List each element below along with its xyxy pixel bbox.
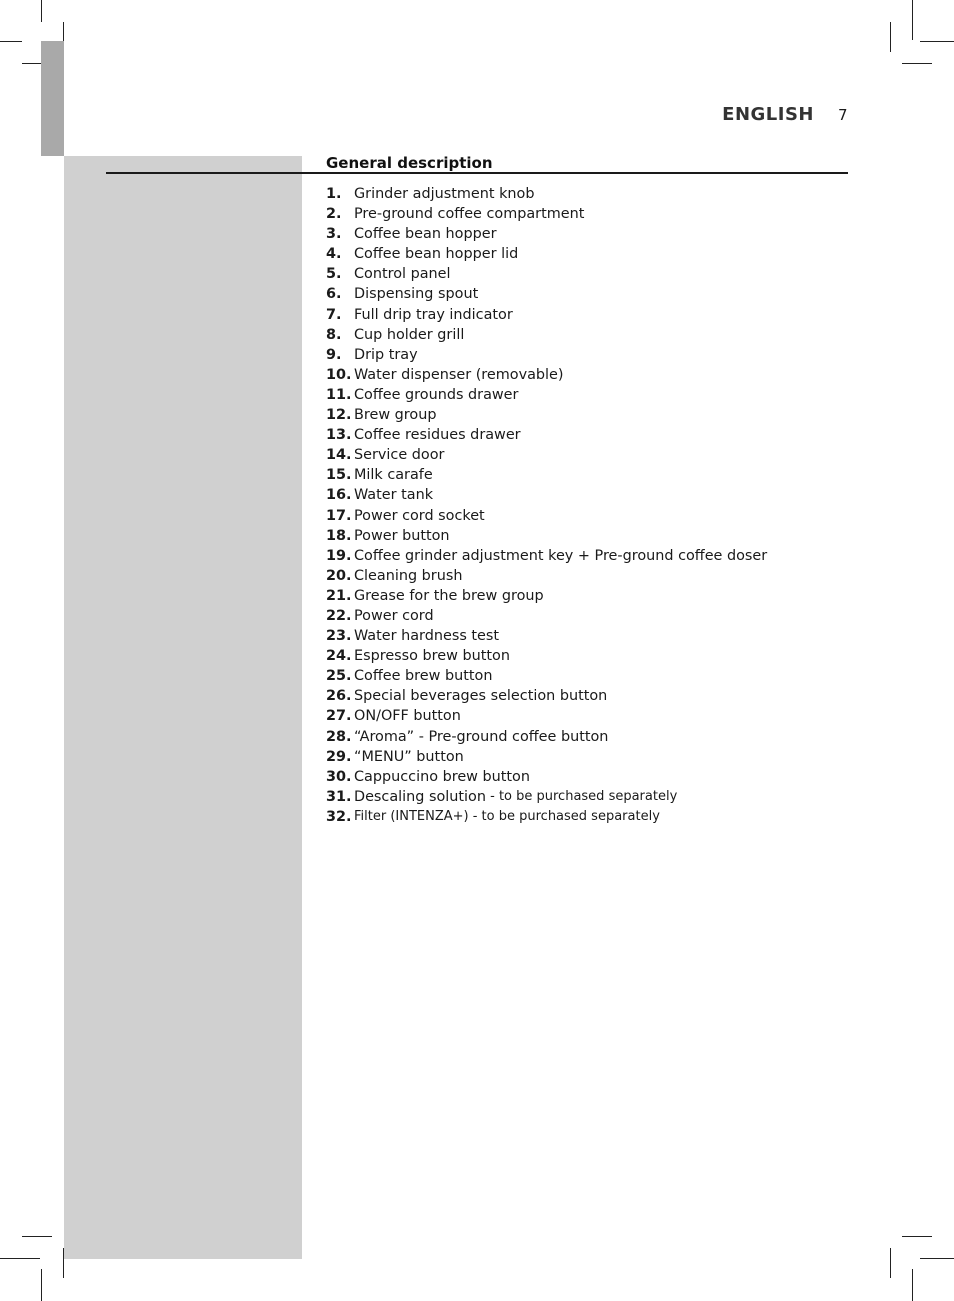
- crop-mark: [0, 41, 22, 42]
- item-number: 6.: [326, 286, 342, 303]
- item-label: Water hardness test: [354, 628, 500, 645]
- crop-mark: [902, 1236, 932, 1237]
- crop-mark: [41, 0, 42, 22]
- item-number: 26.: [326, 688, 352, 705]
- list-item: [326, 546, 767, 566]
- item-label: Milk carafe: [354, 467, 433, 484]
- list-item: [326, 787, 767, 807]
- list-item: [326, 606, 767, 626]
- item-label: Water tank: [354, 487, 434, 504]
- item-number: 23.: [326, 628, 352, 645]
- section-rule: [106, 172, 848, 174]
- item-label: Coffee residues drawer: [354, 427, 521, 444]
- item-label: Descaling solution: [354, 788, 486, 805]
- list-item: [326, 747, 767, 767]
- item-number: 21.: [326, 587, 352, 604]
- list-item: [326, 224, 767, 244]
- item-label: Service door: [354, 447, 445, 464]
- item-number: 22.: [326, 607, 352, 624]
- item-number: 18.: [326, 527, 352, 544]
- item-note: - to be purchased separately: [485, 788, 678, 804]
- item-label: Full drip tray indicator: [354, 306, 513, 323]
- item-label: Cappuccino brew button: [354, 768, 530, 785]
- item-label: Coffee bean hopper lid: [354, 246, 519, 263]
- item-number: 2.: [326, 206, 342, 223]
- crop-mark: [41, 1269, 42, 1301]
- item-label: Drip tray: [354, 346, 418, 363]
- item-number: 11.: [326, 386, 352, 403]
- list-item: [326, 506, 767, 526]
- crop-mark: [920, 1258, 954, 1259]
- list-item: [326, 244, 767, 264]
- parts-list: [326, 184, 767, 827]
- item-number: 1.: [326, 186, 342, 202]
- item-label: Control panel: [354, 266, 451, 283]
- list-item: [326, 325, 767, 345]
- list-item: [326, 385, 767, 405]
- item-number: 20.: [326, 567, 352, 584]
- crop-mark: [22, 1236, 52, 1237]
- item-number: 29.: [326, 748, 352, 765]
- item-number: 14.: [326, 447, 352, 464]
- item-label: Pre-ground coffee compartment: [354, 206, 585, 223]
- item-label: Grinder adjustment knob: [354, 186, 535, 202]
- list-item: [326, 445, 767, 465]
- item-number: 5.: [326, 266, 342, 283]
- item-number: 28.: [326, 728, 352, 745]
- item-label: Cleaning brush: [354, 567, 463, 584]
- list-item: [326, 305, 767, 325]
- gray-column: [64, 156, 302, 1259]
- item-label: Coffee grounds drawer: [354, 386, 519, 403]
- item-label: Coffee grinder adjustment key + Pre-ground coffee doser: [354, 547, 768, 564]
- item-label: Water dispenser (removable): [354, 366, 564, 383]
- list-item: [326, 405, 767, 425]
- list-item: [326, 204, 767, 224]
- item-label: Power button: [354, 527, 450, 544]
- item-number: 3.: [326, 226, 342, 243]
- crop-mark: [890, 22, 891, 52]
- list-item: [326, 626, 767, 646]
- list-item: [326, 526, 767, 546]
- item-label: Brew group: [354, 407, 437, 424]
- list-item: [326, 345, 767, 365]
- list-item: [326, 666, 767, 686]
- item-number: 7.: [326, 306, 342, 323]
- page-number: 7: [838, 106, 848, 124]
- item-label: Grease for the brew group: [354, 587, 544, 604]
- item-label: Dispensing spout: [354, 286, 479, 303]
- list-item: [326, 646, 767, 666]
- list-item: [326, 465, 767, 485]
- item-label: Cup holder grill: [354, 326, 465, 343]
- item-number: 24.: [326, 648, 352, 665]
- item-number: 4.: [326, 246, 342, 263]
- item-number: 17.: [326, 507, 352, 524]
- item-number: 19.: [326, 547, 352, 564]
- item-label: Special beverages selection button: [354, 688, 608, 705]
- item-number: 9.: [326, 346, 342, 363]
- item-label: “MENU” button: [354, 748, 464, 765]
- item-number: 30.: [326, 768, 352, 785]
- list-item: [326, 566, 767, 586]
- item-number: 13.: [326, 427, 352, 444]
- list-item: [326, 586, 767, 606]
- item-label: Power cord socket: [354, 507, 485, 524]
- crop-mark: [920, 41, 954, 42]
- item-number: 32.: [326, 808, 352, 825]
- list-item: [326, 706, 767, 726]
- list-item: [326, 727, 767, 747]
- crop-mark: [912, 1269, 913, 1301]
- item-number: 12.: [326, 407, 352, 424]
- item-number: 8.: [326, 326, 342, 343]
- list-item: [326, 264, 767, 284]
- item-label: Espresso brew button: [354, 648, 510, 665]
- item-label: “Aroma” - Pre-ground coffee button: [354, 728, 609, 745]
- list-item: [326, 686, 767, 706]
- crop-mark: [902, 63, 932, 64]
- item-number: 27.: [326, 708, 352, 725]
- item-number: 10.: [326, 366, 352, 383]
- item-note: Filter (INTENZA+) - to be purchased separately: [354, 808, 660, 824]
- list-item: [326, 365, 767, 385]
- list-item: [326, 485, 767, 505]
- item-label: Coffee brew button: [354, 668, 493, 685]
- crop-mark: [890, 1248, 891, 1278]
- list-item: [326, 767, 767, 787]
- item-number: 15.: [326, 467, 352, 484]
- list-item: [326, 284, 767, 304]
- crop-mark: [912, 0, 913, 40]
- item-label: Coffee bean hopper: [354, 226, 497, 243]
- crop-mark: [0, 1258, 40, 1259]
- item-label: ON/OFF button: [354, 708, 461, 725]
- list-item: [326, 807, 767, 827]
- list-item: [326, 425, 767, 445]
- item-number: 31.: [326, 788, 352, 805]
- item-number: 25.: [326, 668, 352, 685]
- section-title: General description: [326, 154, 493, 172]
- item-label: Power cord: [354, 607, 434, 624]
- item-number: 16.: [326, 487, 352, 504]
- header-language: ENGLISH: [722, 104, 814, 125]
- side-tab: [41, 41, 64, 156]
- list-item: [326, 184, 767, 204]
